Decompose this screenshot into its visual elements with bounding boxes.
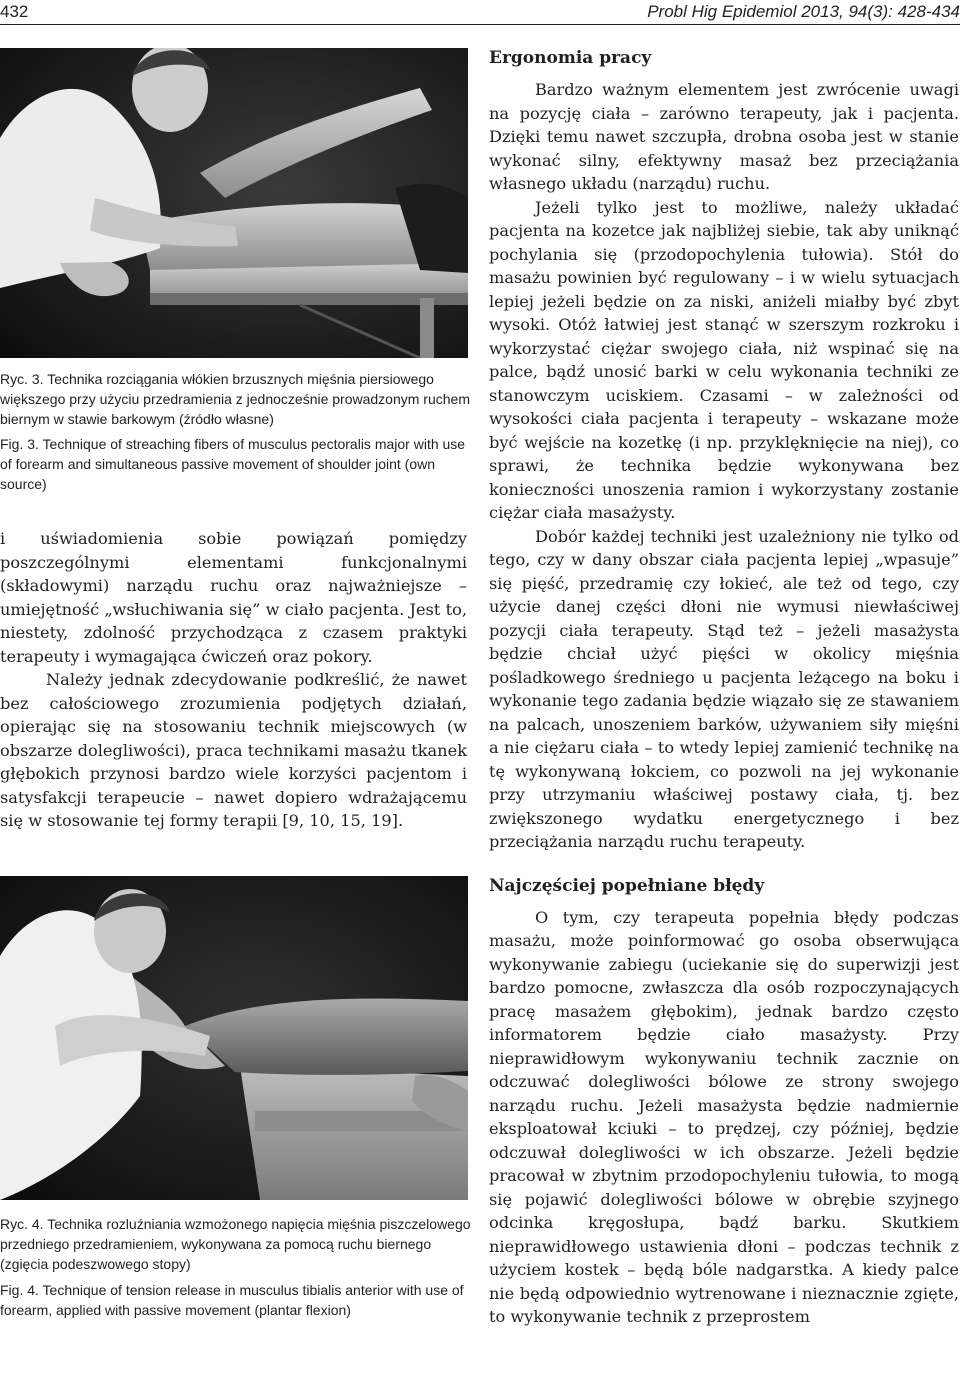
journal-reference: Probl Hig Epidemiol 2013, 94(3): 428-434 — [647, 2, 960, 21]
running-header — [0, 0, 960, 26]
figure-4-photo — [0, 876, 468, 1200]
figure-3-caption-polish: Ryc. 3. Technika rozciągania włókien brzusznych mięśnia piersiowego większego przy użyciu przedramienia z jednocześnie prowadzonym ruchem biernym w stawie barkowym (źródło własne) — [0, 371, 470, 427]
figure-4-caption-polish: Ryc. 4. Technika rozluźniania wzmożonego napięcia mięśnia piszczelowego przedniego przedramieniem, wykonywana za pomocą ruchu biernego (zgięcia podeszwowego stopy) — [0, 1216, 471, 1272]
figure-4-caption-english: Fig. 4. Technique of tension release in musculus tibialis anterior with use of forearm, applied with passive movement (plantar flexion) — [0, 1282, 464, 1318]
page-number: 432 — [0, 2, 29, 21]
section-heading-common-errors: Najczęściej popełniane błędy — [489, 875, 765, 896]
body-paragraph: O tym, czy terapeuta popełnia błędy podczas masażu, może poinformować go osoba obserwująca wykonywanie zabiegu (uciekanie się do superwizji jest bardzo pomocne, zwłaszcza dla osób rozpoczynających pracę masażem głębokim), jednak bardzo często informatorem będzie ciało masażysty. Przy nieprawidłowym wykonywaniu technik zacznie on odczuwać dolegliwości bólowe ze strony swojego narządu ruchu. Jeżeli masażysta będzie nadmiernie eksploatował kciuki – to prędzej, czy później, będzie odczuwał dolegliwości w ich obszarze. Jeżeli będzie pracował w zbytnim przodopochyleniu tułowia, to mogą się pojawić dolegliwości bólowe w obrębie szyjnego odcinka kręgosłupa, bądź barku. Skutkiem nieprawidłowego ustawienia dłoni – podczas technik z użyciem kostek – będą bóle nadgarstka. A kiedy palce nie będą odpowiednio wytrenowane i nieznacznie zgięte, to wykonywanie technik z przeprostem — [489, 907, 959, 1326]
body-paragraph: Bardzo ważnym elementem jest zwrócenie uwagi na pozycję ciała – zarówno terapeuty, jak i pacjenta. Dzięki temu nawet szczupła, drobna osoba jest w stanie wykonać silny, efektywny masaż bez przeciążania własnego układu (narządu) ruchu. — [489, 80, 959, 193]
header-rule — [0, 24, 960, 25]
section-heading-ergonomics: Ergonomia pracy — [489, 48, 652, 68]
figure-3-illustration — [0, 48, 468, 358]
body-paragraph: i uświadomienia sobie powiązań pomiędzy poszczególnymi elementami funkcjonalnymi (składowymi) narządu ruchu oraz najważniejsze – umiejętność „wsłuchiwania się” w ciało pacjenta. Jest to, niestety, zdolność przychodząca z czasem praktyki terapeuty i wymagająca ćwiczeń oraz pokory. — [0, 529, 467, 666]
right-column — [489, 46, 959, 1329]
body-paragraph: Należy jednak zdecydowanie podkreślić, że nawet bez całościowego zrozumienia podjętych działań, opierając się na stosowaniu technik miejscowych (w obszarze dolegliwości), praca technikami masażu tkanek głębokich przynosi bardzo wiele korzyści pacjentom i satysfakcji terapeucie – nawet dopiero wdrażającemu się w stosowanie tej formy terapii [9, 10, 15, 19]. — [0, 670, 467, 830]
body-paragraph: Jeżeli tylko jest to możliwe, należy układać pacjenta na kozetce jak najbliżej siebie, tak aby uniknąć pochylania się (przodopochylenia tułowia). Stół do masażu powinien być regulowany – i w wielu sytuacjach lepiej jeżeli będzie on za niski, aniżeli miałby być zbyt wysoki. Otóż łatwiej jest stanąć w szerszym rozkroku i wykorzystać ciężar swojego ciała, niż wspinać się na palce, bądź unosić barki w celu wykonania techniki ze stanowczym uciskiem. Czasami – w zależności od wysokości ciała pacjenta i terapeuty – wskazane może być wejście na kozetkę (i np. przyklęknięcie na niej), co sprawi, że technika będzie wykonywana bez konieczności unoszenia ramion i wykorzystany zostanie ciężar ciała masażysty. — [489, 197, 959, 522]
figure-3-caption-english: Fig. 3. Technique of streaching fibers of musculus pectoralis major with use of forearm and simultaneous passive movement of shoulder joint (own source) — [0, 436, 466, 492]
left-column-body — [0, 527, 467, 833]
figure-3-photo — [0, 48, 468, 358]
body-paragraph: Dobór każdej techniki jest uzależniony nie tylko od tego, czy w dany obszar ciała pacjenta lepiej „wpasuje” się pięść, przedramię czy łokieć, ale też od tego, czy użycie danej części dłoni nie wymusi niewłaściwej pozycji ciała terapeuty. Stąd też – jeżeli masażysta będzie chciał użyć pięści w okolicy mięśnia pośladkowego średniego u pacjenta leżącego na boku i wykonanie tego zadania będzie wiązało się ze stawaniem na palcach, unoszeniem barków, używaniem siły mięśni a nie ciężaru ciała – to wtedy lepiej zamienić technikę na tę wykonywaną łokciem, co pozwoli na jej wykonanie przy utrzymaniu właściwej postawy ciała, tj. bez zwiększonego wydatku energetycznego i bez przeciążania narządu ruchu terapeuty. — [489, 526, 959, 851]
figure-4-illustration — [0, 876, 468, 1200]
